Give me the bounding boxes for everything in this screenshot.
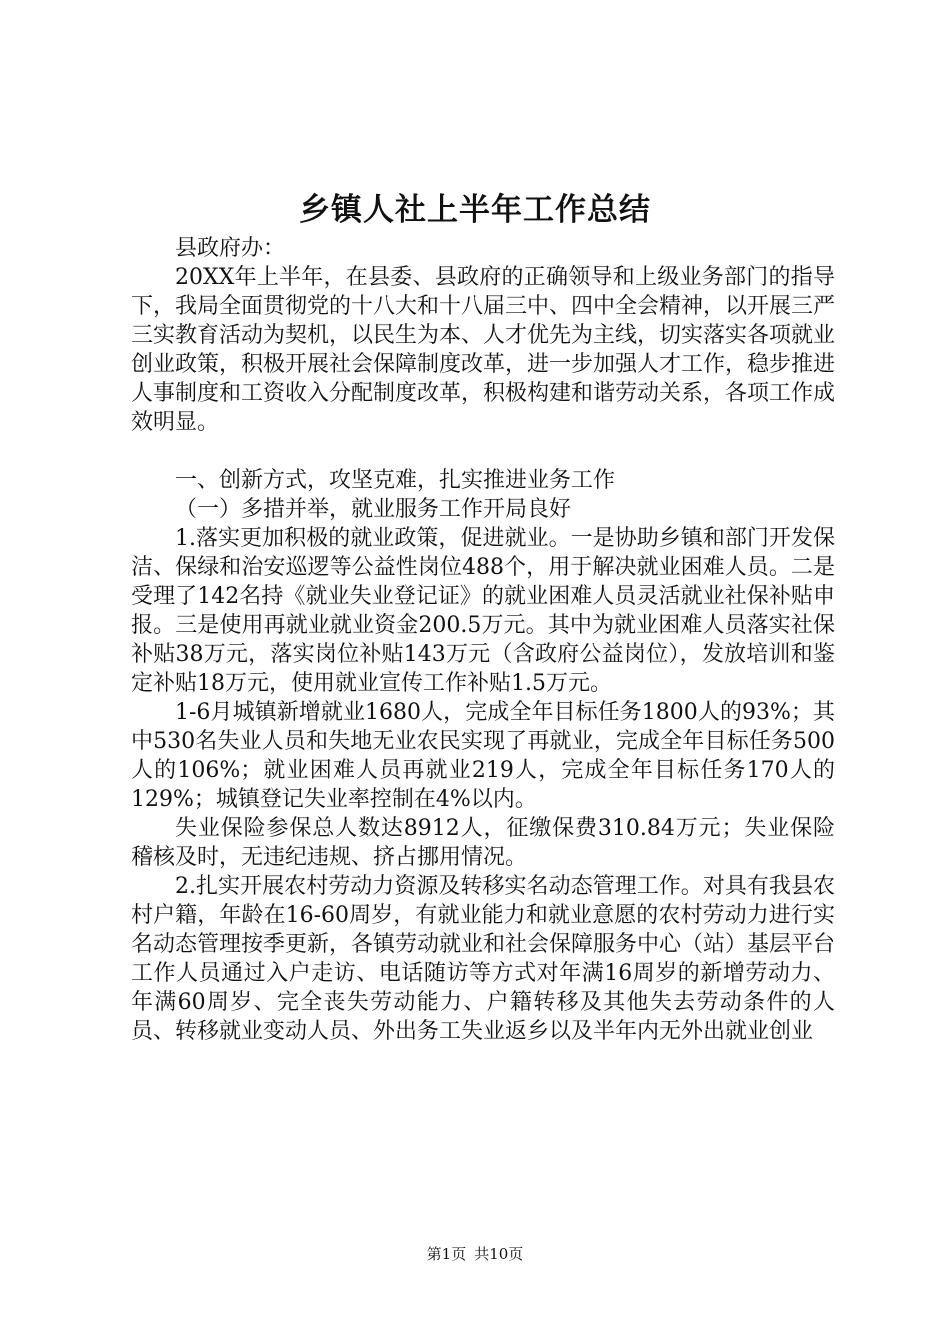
page-number: 第1页 — [426, 1245, 467, 1263]
body-paragraph: 1.落实更加积极的就业政策，促进就业。一是协助乡镇和部门开发保洁、保绿和治安巡逻等公益性岗位488个，用于解决就业困难人员。二是受理了142名持《就业失业登记证》的就业困难人员灵活就业社保补贴申报。三是使用再就业就业资金200.5万元。其中为就业困难人员落实社保补贴38万元，落实岗位补贴143万元（含政府公益岗位），发放培训和鉴定补贴18万元，使用就业宣传工作补贴1.5万元。 — [131, 526, 835, 696]
body-paragraph: 1-6月城镇新增就业1680人，完成全年目标任务1800人的93%；其中530名失业人员和失地无业农民实现了再就业，完成全年目标任务500人的106%；就业困难人员再就业219人，完成全年目标任务170人的129%；城镇登记失业率控制在4%以内。 — [131, 700, 835, 812]
document-title: 乡镇人社上半年工作总结 — [299, 192, 651, 228]
page-footer — [0, 1244, 950, 1264]
document-body — [131, 234, 835, 1046]
intro-paragraph: 20XX年上半年，在县委、县政府的正确领导和上级业务部门的指导下，我局全面贯彻党的十八大和十八届三中、四中全会精神，以开展三严三实教育活动为契机，以民生为本、人才优先为主线，切实落实各项就业创业政策，积极开展社会保障制度改革，进一步加强人才工作，稳步推进人事制度和工资收入分配制度改革，积极构建和谐劳动关系，各项工作成效明显。 — [131, 265, 836, 435]
salutation: 县政府办： — [175, 236, 286, 261]
body-paragraph: 失业保险参保总人数达8912人，征缴保费310.84万元；失业保险稽核及时，无违纪违规、挤占挪用情况。 — [131, 816, 835, 870]
body-paragraph: 2.扎实开展农村劳动力资源及转移实名动态管理工作。对具有我县农村户籍，年龄在16-60周岁，有就业能力和就业意愿的农村劳动力进行实名动态管理按季更新，各镇劳动就业和社会保障服务中心（站）基层平台工作人员通过入户走访、电话随访等方式对年满16周岁的新增劳动力、年满60周岁、完全丧失劳动能力、户籍转移及其他失去劳动条件的人员、转移就业变动人员、外出务工失业返乡以及半年内无外出就业创业 — [131, 874, 836, 1044]
section-heading: 一、创新方式，攻坚克难，扎实推进业务工作 — [175, 468, 616, 493]
page-total: 共10页 — [474, 1245, 524, 1263]
subsection-heading: （一）多措并举，就业服务工作开局良好 — [175, 497, 572, 522]
